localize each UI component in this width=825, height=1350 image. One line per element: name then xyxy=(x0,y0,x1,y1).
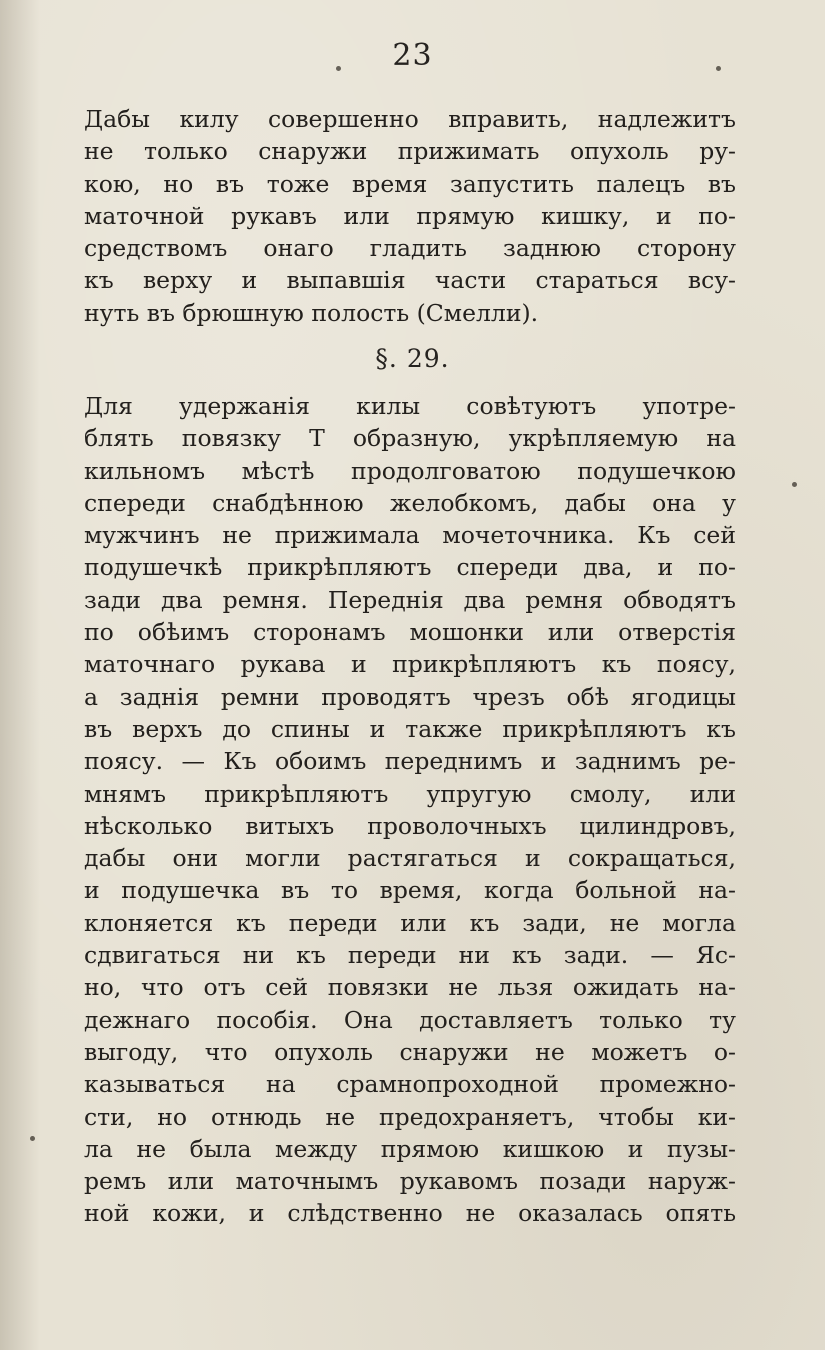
paragraph-2 xyxy=(84,390,736,1230)
text-line: кою, но въ тоже время запустить палецъ въ xyxy=(84,169,736,198)
text-line: по обѣимъ сторонамъ мошонки или отверстія xyxy=(84,618,736,647)
text-line: сдвигаться ни къ переди ни къ зади. — Яс- xyxy=(84,941,736,970)
text-line: а заднія ремни проводятъ чрезъ обѣ ягодицы xyxy=(84,682,736,711)
text-line: Для удержанія килы совѣтуютъ употре- xyxy=(84,392,736,420)
ink-speck xyxy=(336,66,341,71)
text-line: зади два ремня. Переднія два ремня обводятъ xyxy=(84,585,736,614)
text-line: поясу. — Къ обоимъ переднимъ и заднимъ ре- xyxy=(84,747,736,776)
text-line: не только снаружи прижимать опухоль ру- xyxy=(84,137,736,166)
text-line: выгоду, что опухоль снаружи не можетъ о- xyxy=(84,1037,736,1066)
text-line: дежнаго пособія. Она доставляетъ только ту xyxy=(84,1005,736,1034)
text-line: кильномъ мѣстѣ продолговатою подушечкою xyxy=(84,456,736,485)
text-line: казываться на срамнопроходной промежно- xyxy=(84,1070,736,1099)
text-line: мнямъ прикрѣпляютъ упругую смолу, или xyxy=(84,779,736,808)
text-line: средствомъ онаго гладить заднюю сторону xyxy=(84,234,736,263)
text-line: ной кожи, и слѣдственно не оказалась опять xyxy=(84,1199,736,1228)
text-line: къ верху и выпавшія части стараться всу- xyxy=(84,266,736,295)
text-line: ла не была между прямою кишкою и пузы- xyxy=(84,1134,736,1163)
section-heading: §. 29. xyxy=(375,344,450,373)
text-line: въ верхъ до спины и также прикрѣпляютъ къ xyxy=(84,714,736,743)
text-line: нѣсколько витыхъ проволочныхъ цилиндровъ, xyxy=(84,811,736,840)
text-line: и подушечка въ то время, когда больной на- xyxy=(84,876,736,905)
text-line: мужчинъ не прижимала мочеточника. Къ сей xyxy=(84,521,736,550)
text-line: спереди снабдѣнною желобкомъ, дабы она у xyxy=(84,488,736,517)
text-line: Дабы килу совершенно вправить, надлежитъ xyxy=(84,105,736,133)
text-line: подушечкѣ прикрѣпляютъ спереди два, и по- xyxy=(84,553,736,582)
ink-speck xyxy=(30,1136,35,1141)
text-line: сти, но отнюдь не предохраняетъ, чтобы ки- xyxy=(84,1102,736,1131)
text-line: дабы они могли растягаться и сокращаться, xyxy=(84,844,736,873)
page-number: 23 xyxy=(392,38,433,73)
ink-speck xyxy=(716,66,721,71)
text-line: но, что отъ сей повязки не льзя ожидать на- xyxy=(84,973,736,1002)
text-line: маточной рукавъ или прямую кишку, и по- xyxy=(84,201,736,230)
text-line: блять повязку Т образную, укрѣпляемую на xyxy=(84,424,736,453)
text-line: маточнаго рукава и прикрѣпляютъ къ поясу, xyxy=(84,650,736,679)
text-line: нуть въ брюшную полость (Смелли). xyxy=(84,298,539,327)
text-line: ремъ или маточнымъ рукавомъ позади наруж- xyxy=(84,1167,736,1196)
text-line: клоняется къ переди или къ зади, не могла xyxy=(84,908,736,937)
ink-speck xyxy=(792,482,797,487)
page-binding-shadow xyxy=(0,0,40,1350)
paragraph-1 xyxy=(84,103,736,329)
